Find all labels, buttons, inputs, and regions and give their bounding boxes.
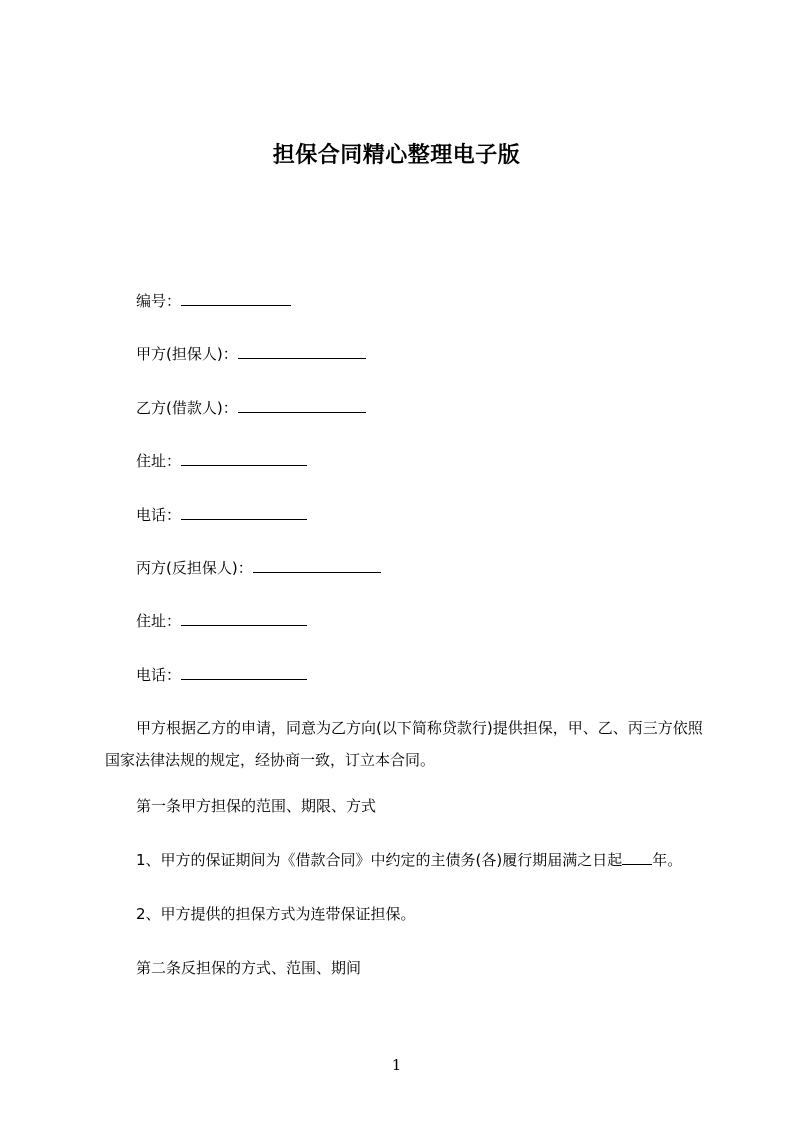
field-label: 电话： [136, 666, 182, 684]
blank-line [181, 505, 307, 520]
clause-1-text: 1、甲方的保证期间为《借款合同》中约定的主债务(各)履行期届满之日起 [136, 851, 623, 869]
field-label: 住址： [136, 612, 182, 630]
blank-line [238, 344, 366, 359]
party-c-field [136, 557, 381, 579]
clause-1 [136, 849, 682, 871]
article-2-heading: 第二条反担保的方式、范围、期间 [136, 959, 362, 977]
clause-1-suffix: 年。 [652, 851, 683, 869]
field-label: 甲方(担保人)： [136, 345, 238, 363]
field-label: 电话： [136, 506, 182, 524]
blank-line [238, 398, 366, 413]
blank-line [181, 665, 307, 680]
field-label: 住址： [136, 452, 182, 470]
blank-line [622, 850, 652, 865]
intro-paragraph: 甲方根据乙方的申请，同意为乙方向(以下简称贷款行)提供担保，甲、乙、丙三方依照国家法律法规的规定，经协商一致，订立本合同。 [105, 719, 703, 769]
field-label: 编号： [136, 292, 182, 310]
document-title: 担保合同精心整理电子版 [272, 143, 521, 168]
blank-line [181, 291, 291, 306]
party-b-address-field [136, 450, 307, 472]
article-1-heading: 第一条甲方担保的范围、期限、方式 [136, 797, 377, 815]
blank-line [253, 558, 381, 573]
blank-line [181, 611, 307, 626]
field-label: 乙方(借款人)： [136, 399, 238, 417]
clause-2: 2、甲方提供的担保方式为连带保证担保。 [136, 905, 416, 923]
field-label: 丙方(反担保人)： [136, 559, 253, 577]
contract-number-field [136, 290, 291, 312]
page-number: 1 [391, 1056, 402, 1074]
party-c-phone-field [136, 664, 307, 686]
party-b-field [136, 397, 366, 419]
party-a-field [136, 343, 366, 365]
blank-line [181, 451, 307, 466]
party-b-phone-field [136, 504, 307, 526]
party-c-address-field [136, 610, 307, 632]
